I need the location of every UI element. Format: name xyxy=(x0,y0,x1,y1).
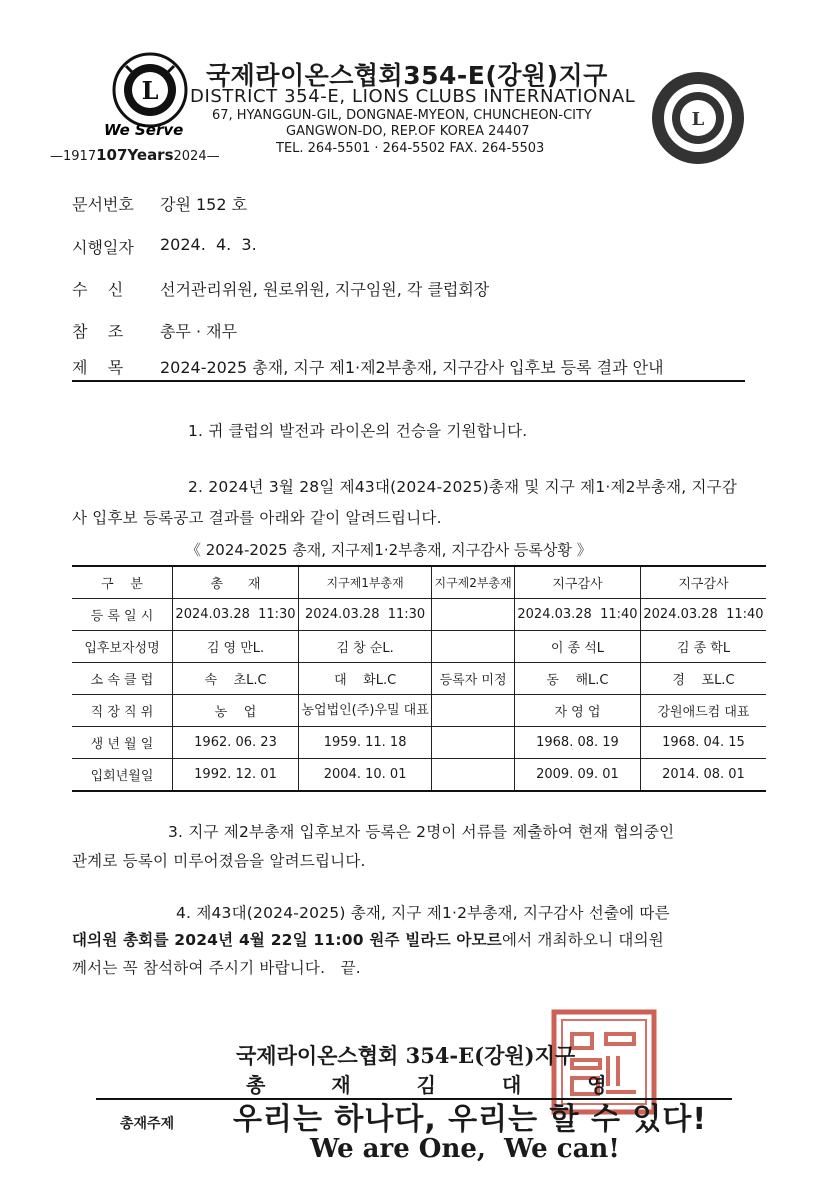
table-cell: 김 창 순L. xyxy=(299,631,432,663)
table-cell: 2024.03.28 11:30 xyxy=(173,599,299,631)
table-cell xyxy=(432,759,515,792)
assembly-notice: 대의원 총회를 2024년 4월 22일 11:00 원주 빌라드 아모르 xyxy=(72,931,502,949)
svg-text:L: L xyxy=(691,109,705,130)
years-badge: —1917107Years2024— xyxy=(50,146,220,164)
org-title-english: DISTRICT 354-E, LIONS CLUBS INTERNATIONAL xyxy=(190,86,636,107)
reference: 총무 · 재무 xyxy=(160,322,238,341)
table-row xyxy=(72,727,766,759)
header-cell: 지구제1부총재 xyxy=(299,566,432,599)
motto: We Serve xyxy=(104,121,184,139)
issue-date: 2024. 4. 3. xyxy=(160,235,257,254)
contact-tel: TEL. 264-5501 · 264-5502 FAX. 264-5503 xyxy=(276,141,545,156)
table-cell: 1959. 11. 18 xyxy=(299,727,432,759)
row-label: 입회년월일 xyxy=(72,759,173,792)
years-prefix: 1917 xyxy=(63,149,97,164)
table-cell xyxy=(432,631,515,663)
header-cell: 지구제2부총재 xyxy=(432,566,515,599)
table-cell: 1968. 08. 19 xyxy=(514,727,640,759)
header-cell: 지구감사 xyxy=(640,566,766,599)
table-cell: 농 업 xyxy=(173,695,299,727)
table-cell: 2024.03.28 11:40 xyxy=(640,599,766,631)
table-cell: 김 영 만L. xyxy=(173,631,299,663)
table-cell: 속 초L.C xyxy=(173,663,299,695)
table-row xyxy=(72,599,766,631)
table-row xyxy=(72,759,766,792)
theme-label: 총재주제 xyxy=(120,1116,175,1132)
table-cell: 2024.03.28 11:40 xyxy=(514,599,640,631)
table-cell: 2024.03.28 11:30 xyxy=(299,599,432,631)
table-cell xyxy=(432,599,515,631)
registration-table xyxy=(72,565,766,792)
years-suffix: 2024 xyxy=(173,149,207,164)
subject-label: 제 목 xyxy=(72,358,124,377)
row-label: 생 년 월 일 xyxy=(72,727,173,759)
row-label: 직 장 직 위 xyxy=(72,695,173,727)
org-title-korean: 국제라이온스협회354-E(강원)지구 xyxy=(206,61,608,90)
table-cell: 1962. 06. 23 xyxy=(173,727,299,759)
paragraph-4-line-1: 4. 제43대(2024-2025) 총재, 지구 제1·2부총재, 지구감사 선출에 따른 xyxy=(176,904,670,922)
header-cell: 총 재 xyxy=(173,566,299,599)
table-cell: 대 화L.C xyxy=(299,663,432,695)
date-label: 시행일자 xyxy=(72,238,134,257)
address-line-2: GANGWON-DO, REP.OF KOREA 24407 xyxy=(286,124,530,139)
table-row xyxy=(72,631,766,663)
row-label: 등 록 일 시 xyxy=(72,599,173,631)
table-cell: 2004. 10. 01 xyxy=(299,759,432,792)
reference-label: 참 조 xyxy=(72,322,124,341)
table-cell: 2009. 09. 01 xyxy=(514,759,640,792)
table-caption: 《 2024-2025 총재, 지구제1·2부총재, 지구감사 등록상황 》 xyxy=(186,541,592,559)
row-label: 입후보자성명 xyxy=(72,631,173,663)
table-cell: 등록자 미정 xyxy=(432,663,515,695)
doc-number-label: 문서번호 xyxy=(72,195,134,214)
theme-english: We are One, We can! xyxy=(310,1134,620,1164)
header-cell: 구 분 xyxy=(72,566,173,599)
doc-number: 강원 152 호 xyxy=(160,195,248,214)
table-cell xyxy=(432,695,515,727)
table-cell: 농업법인(주)우밀 대표 xyxy=(299,695,432,727)
theme-korean: 우리는 하나다, 우리는 할 수 있다! xyxy=(233,1102,708,1137)
address-line-1: 67, HYANGGUN-GIL, DONGNAE-MYEON, CHUNCHEON-CITY xyxy=(212,108,592,123)
assembly-notice-rest: 에서 개최하오니 대의원 xyxy=(501,931,664,949)
row-label: 소 속 클 럽 xyxy=(72,663,173,695)
table-cell: 1968. 04. 15 xyxy=(640,727,766,759)
header-divider xyxy=(72,380,745,382)
table-cell: 김 종 학L xyxy=(640,631,766,663)
table-cell: 동 해L.C xyxy=(514,663,640,695)
district-seal-icon xyxy=(650,70,746,166)
table-row xyxy=(72,695,766,727)
paragraph-3-line-2: 관계로 등록이 미루어졌음을 알려드립니다. xyxy=(72,852,366,870)
paragraph-2-line-1: 2. 2024년 3월 28일 제43대(2024-2025)총재 및 지구 제1·제2부총재, 지구감 xyxy=(188,478,738,496)
table-cell xyxy=(432,727,515,759)
president-name: 총재김대영 xyxy=(246,1073,673,1097)
table-row xyxy=(72,663,766,695)
paragraph-4-line-2 xyxy=(72,928,664,950)
svg-text:L: L xyxy=(141,76,159,105)
paragraph-4-line-3: 께서는 꼭 참석하여 주시기 바랍니다. 끝. xyxy=(72,959,361,977)
footer-org: 국제라이온스협회 354-E(강원)지구 xyxy=(236,1043,576,1068)
table-cell: 이 종 석L xyxy=(514,631,640,663)
recipients: 선거관리위원, 원로위원, 지구임원, 각 클럽회장 xyxy=(160,280,490,299)
subject: 2024-2025 총재, 지구 제1·제2부총재, 지구감사 입후보 등록 결과 안내 xyxy=(160,358,664,377)
table-cell: 경 포L.C xyxy=(640,663,766,695)
recipient-label: 수 신 xyxy=(72,280,124,299)
years-count: 107Years xyxy=(96,146,174,164)
table-cell: 강원애드컴 대표 xyxy=(640,695,766,727)
paragraph-3-line-1: 3. 지구 제2부총재 입후보자 등록은 2명이 서류를 제출하여 현재 협의중인 xyxy=(168,823,675,841)
table-cell: 2014. 08. 01 xyxy=(640,759,766,792)
table-cell: 1992. 12. 01 xyxy=(173,759,299,792)
header-cell: 지구감사 xyxy=(514,566,640,599)
table-cell: 자 영 업 xyxy=(514,695,640,727)
paragraph-1: 1. 귀 클럽의 발전과 라이온의 건승을 기원합니다. xyxy=(188,422,528,440)
table-header-row xyxy=(72,566,766,599)
paragraph-2-line-2: 사 입후보 등록공고 결과를 아래와 같이 알려드립니다. xyxy=(72,509,442,527)
